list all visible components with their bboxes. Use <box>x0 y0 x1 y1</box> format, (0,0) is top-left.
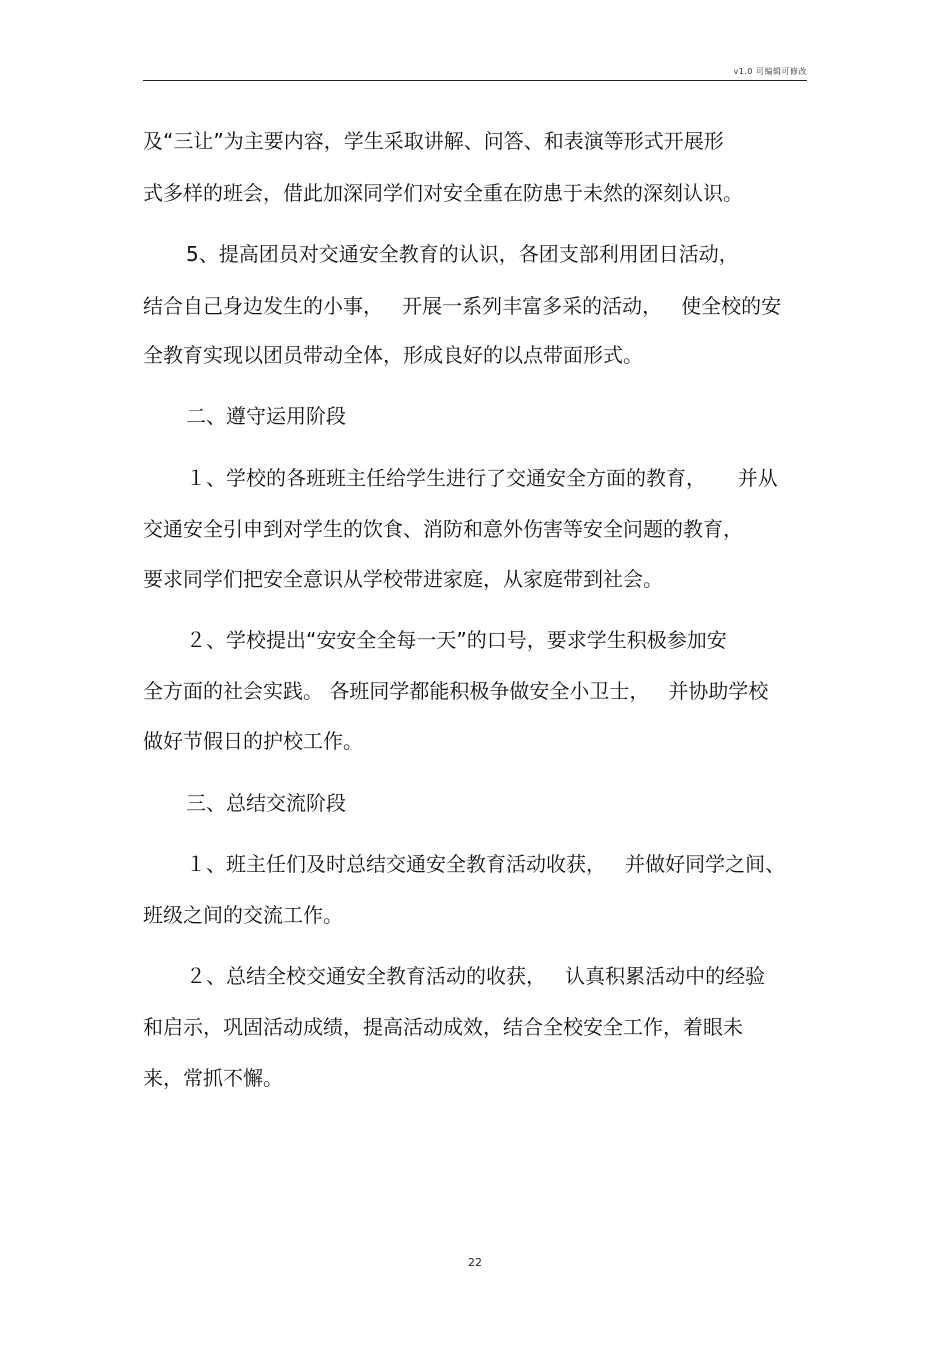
text-line: 全教育实现以团员带动全体，形成良好的以点带面形式。 <box>143 343 643 367</box>
text-line: 及“三让”为主要内容，学生采取讲解、问答、和表演等形式开展形 <box>143 129 724 153</box>
text-line: 来，常抓不懈。 <box>143 1066 283 1090</box>
text-line: 式多样的班会，借此加深同学们对安全重在防患于未然的深刻认识。 <box>143 181 743 205</box>
text-line: 班级之间的交流工作。 <box>143 903 343 927</box>
header-version-note: v1.0 可编辑可修改 <box>733 67 807 76</box>
text-line: 结合自己身边发生的小事， 开展一系列丰富多采的活动， 使全校的安 <box>143 294 782 318</box>
text-line: 做好节假日的护校工作。 <box>143 729 363 753</box>
text-line: 全方面的社会实践。 各班同学都能积极争做安全小卫士， 并协助学校 <box>143 679 769 703</box>
page-number: 22 <box>468 1256 482 1269</box>
text-line: １、班主任们及时总结交通安全教育活动收获， 并做好同学之间、 <box>186 852 786 876</box>
header-divider <box>143 80 807 81</box>
text-line: 和启示，巩固活动成绩，提高活动成效，结合全校安全工作，着眼未 <box>143 1015 743 1039</box>
text-line: ２、学校提出“安安全全每一天”的口号，要求学生积极参加安 <box>186 628 727 652</box>
text-line: ２、总结全校交通安全教育活动的收获， 认真积累活动中的经验 <box>186 964 766 988</box>
text-line: 二、遵守运用阶段 <box>186 404 346 428</box>
text-line: 要求同学们把安全意识从学校带进家庭，从家庭带到社会。 <box>143 567 663 591</box>
text-line: １、学校的各班班主任给学生进行了交通安全方面的教育， 并从 <box>186 466 778 490</box>
text-line: 三、总结交流阶段 <box>186 791 346 815</box>
text-line: 交通安全引申到对学生的饮食、消防和意外伤害等安全问题的教育， <box>143 517 743 541</box>
text-line: 5、提高团员对交通安全教育的认识，各团支部利用团日活动， <box>186 242 739 266</box>
